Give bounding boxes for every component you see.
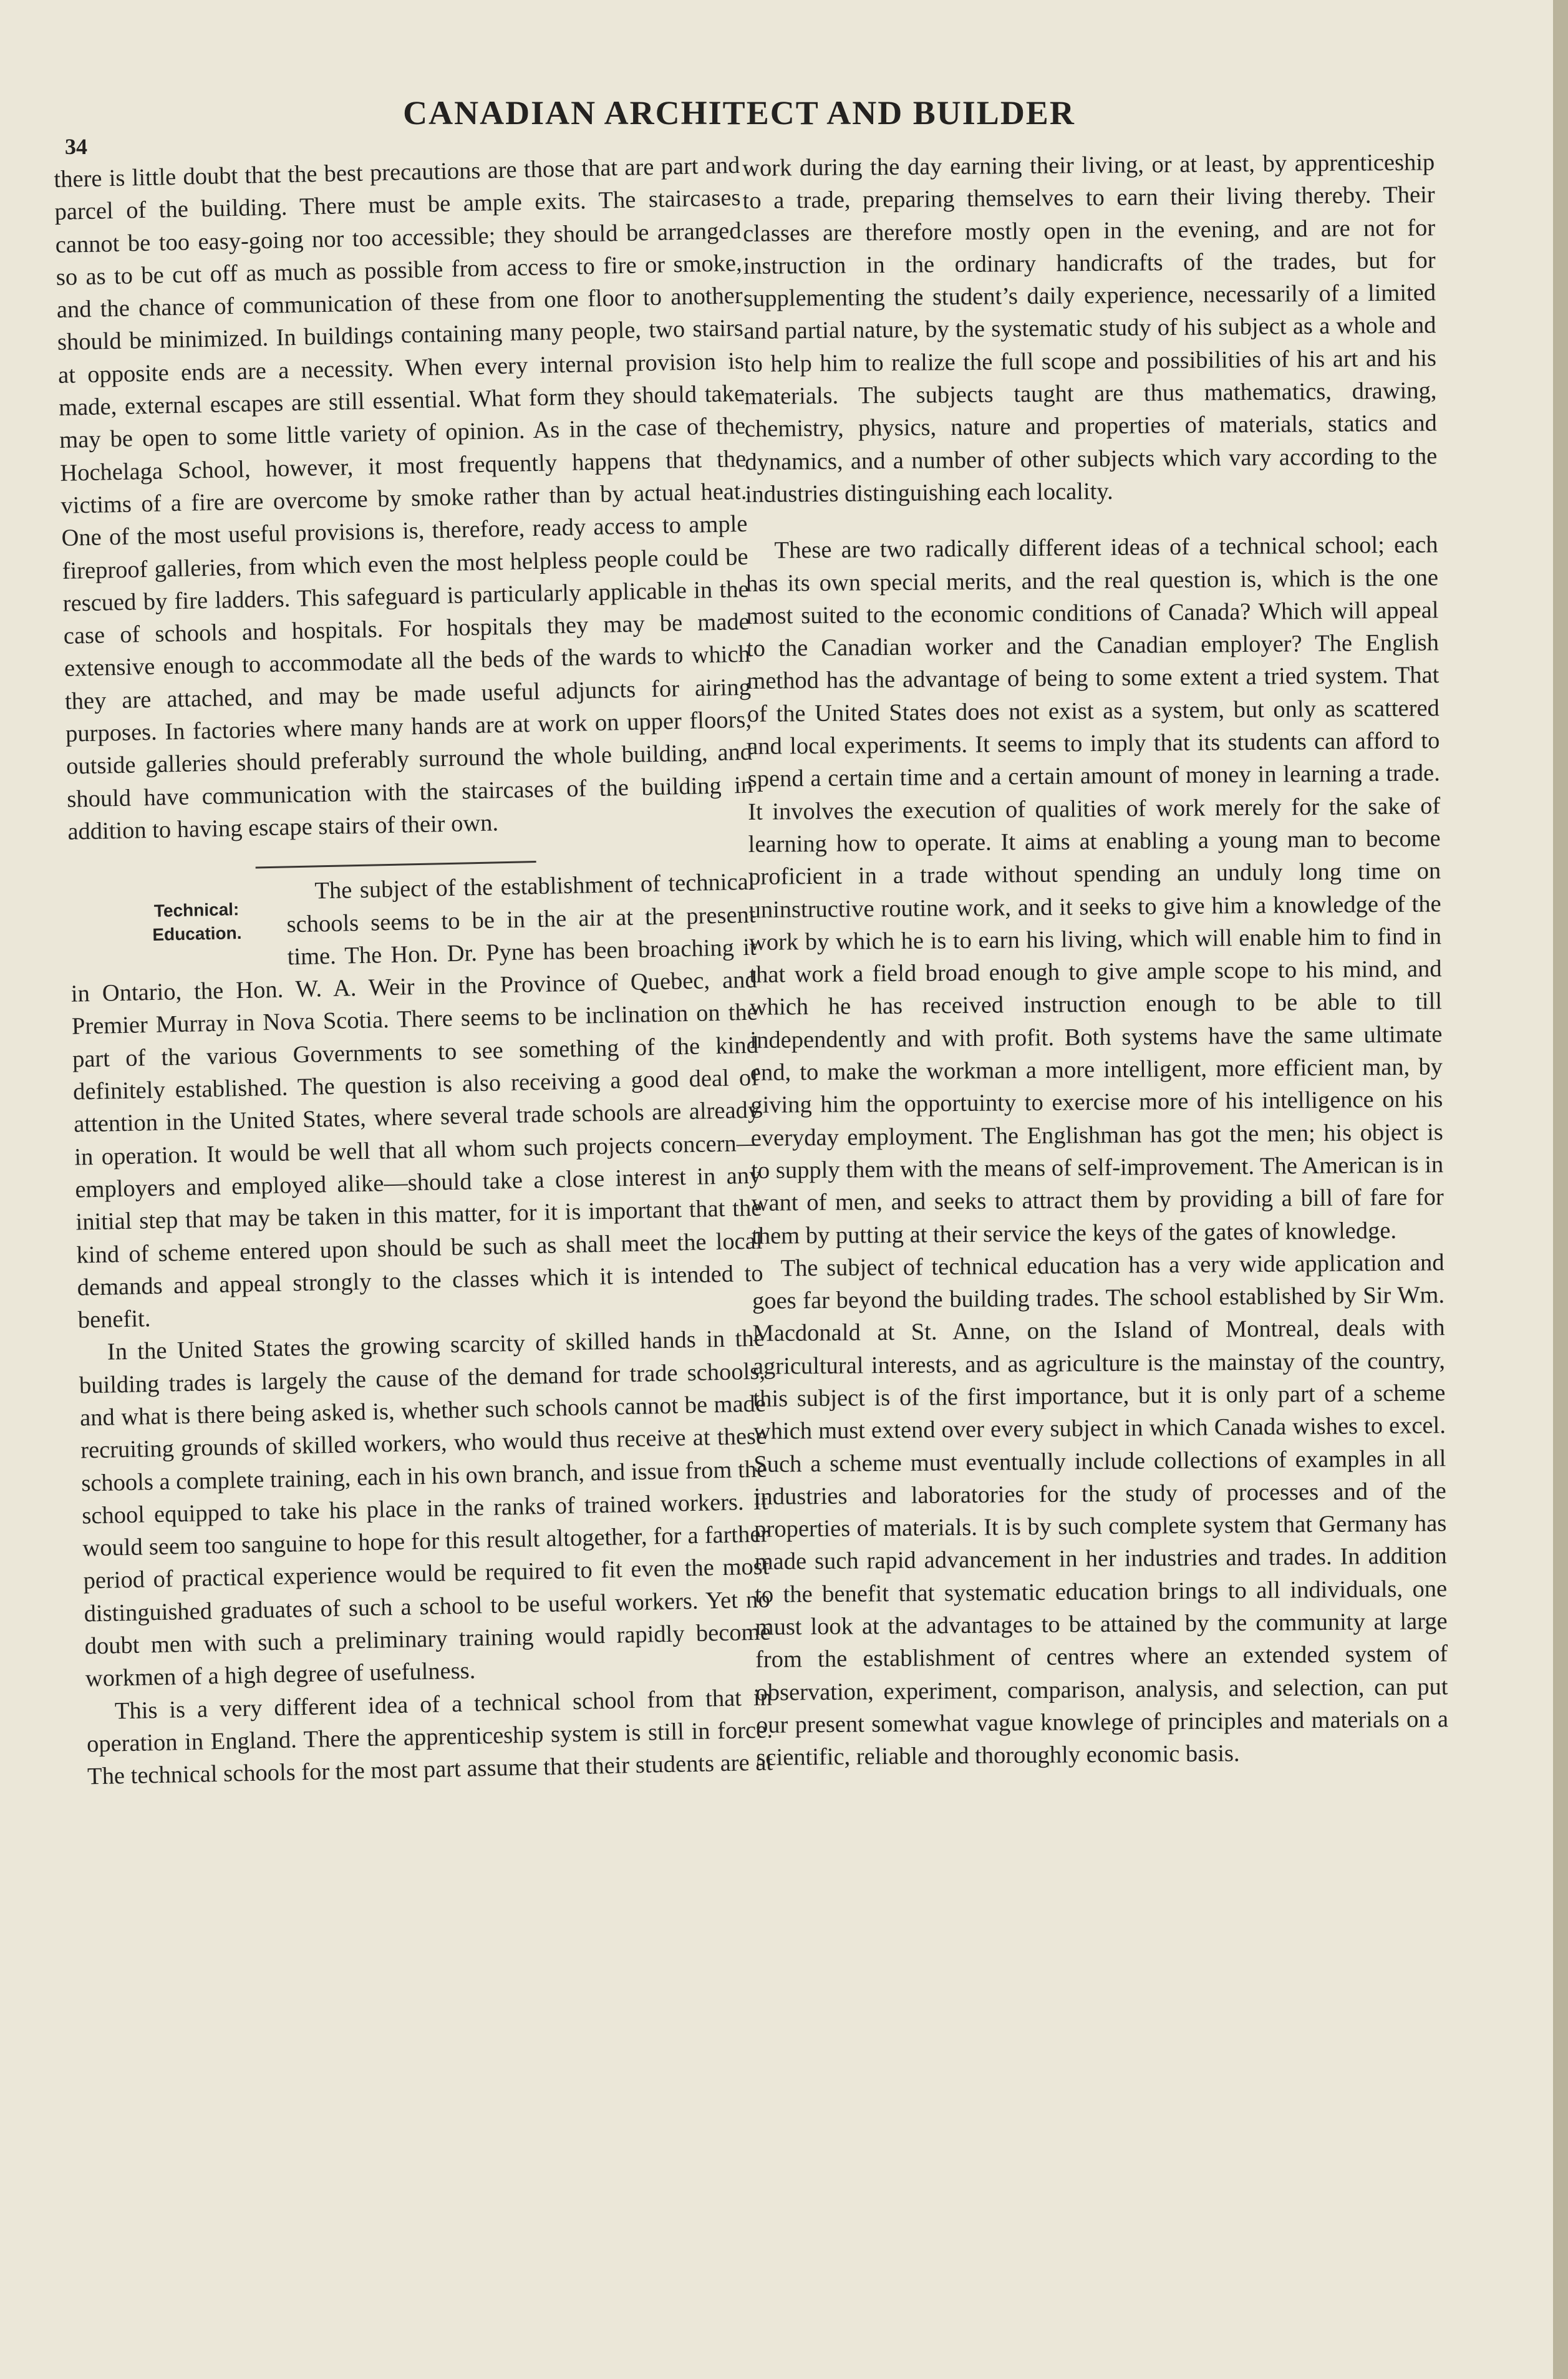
page-edge-shadow: [1553, 0, 1568, 2379]
page-number: 34: [65, 134, 87, 159]
paragraph-wide-application: The subject of technical education has a very wide application and goes far beyond the building trades. The school established by Sir Wm. Macdonald at St. Anne, on the Island of Montreal, deals with agricultural interests, and as agriculture is the mainstay of the country, this subject is of the first importance, but it is only part of a scheme which must extend over every subject in which Canada wishes to excel. Such a scheme must eventually include collections of examples in all industries and laboratories for the study of processes and of the properties of materials. It is by such complete system that Germany has made such rapid advancement in her industries and trades. In addition to the benefit that systematic education brings to all individuals, one must look at the advantages to be attained by the community at large from the establishment of centres where an extended system of observation, experiment, comparison, analysis, and selection, can put our present somewhat vague knowlege of principles and materials on a scientific, reliable and thoroughly economic basis.: [752, 1249, 1449, 1771]
paragraph-fire-precautions: there is little doubt that the best precautions are those that are part and parcel of the building. There must be ample exits. The staircases cannot be too easy-going nor too accessible; they should be arranged so as to be cut off as much as possible from access to fire or smoke, and the chance of communication of these from one floor to another should be minimized. In buildings containing many people, two stairs at opposite ends are a necessity. When every internal provision is made, external escapes are still essential. What form they should take may be open to some little variety of opinion. As in the case of the Hochelaga School, however, it most frequently happens that the victims of a fire are overcome by smoke rather than by actual heat. One of the most useful provisions is, therefore, ready access to ample fireproof galleries, from which even the most helpless people could be rescued by fire ladders. This safeguard is particularly applicable in the case of schools and hospitals. For hospitals they may be made extensive enough to accommodate all the beds of the wards to which they are attached, and may be made useful adjuncts for airing purposes. In factories where many hands are at work on upper floors, outside galleries should preferably surround the whole building, and should have communication with the staircases of the building in addition to having escape stairs of their own.: [54, 152, 753, 845]
paragraph-technical-schools-intro: The subject of the establishment of technical schools seems to be in the air at the present time. The Hon. Dr. Pyne has been broaching it in Ontario, the Hon. W. A. Weir in the Province of Quebec, and Premier Murray in Nova Scotia. There seems to be inclination on the part of the various Governments to see something of the kind definitely established. The question is also receiving a good deal of attention in the United States, where several trade schools are already in operation. It would be well that all whom such projects concern—employers and employed alike—should take a close interest in any initial step that may be taken in this matter, for it is important that the kind of scheme entered upon should be such as shall meet the local demands and appeal strongly to the classes which it is intended to benefit.: [70, 868, 763, 1334]
side-heading-technical-education: [122, 897, 273, 947]
masthead: CANADIAN ARCHITECT AND BUILDER: [403, 94, 1075, 132]
right-column: [742, 146, 1449, 1774]
paragraph-two-ideas: These are two radically different ideas of a technical school; each has its own special merits, and the real question is, which is the one most suited to the economic conditions of Canada? Which will appeal to the Canadian worker and the Canadian employer? The English method has the advantage of being to some extent a tried system. That of the United States does not exist as a system, but only as scattered and local experiments. It seems to imply that its students can afford to spend a certain time and a certain amount of money in learning a trade. It involves the execution of qualities of work merely for the sake of learning how to operate. It aims at enabling a young man to become proficient in a trade without spending an unduly long time on uninstructive routine work, and it seeks to give him a knowledge of the work by which he is to earn his living, which will enable him to find in that work a field broad enough to give ample scope to his mind, and which he has received instruction enough to be able to till independently and with profit. Both systems have the same ultimate end, to make the workman a more intelligent, more efficient man, by giving him the opportuinty to exercise more of his intelligence on his everyday employment. The Englishman has got the men; his object is to supply them with the means of self-improvement. The American is in want of men, and seeks to attract them by providing a bill of fare for them by putting at their service the keys of the gates of knowledge.: [745, 531, 1444, 1249]
side-heading-line-1: Technical:: [153, 899, 240, 921]
side-heading-line-2: Education.: [152, 923, 242, 945]
paragraph-england-comparison: This is a very different idea of a technical school from that in operation in England. There the apprenticeship system is still in force. The technical schools for the most part assume that their students are at: [86, 1684, 773, 1790]
paragraph-english-classes: work during the day earning their living, or at least, by apprenticeship to a trade, preparing themselves to earn their living thereby. Their classes are therefore mostly open in the evening, and are not for instruction in the ordinary handicrafts of the trades, but for supplementing the student’s daily experience, necessarily of a limited and partial nature, by the systematic study of his subject as a whole and to help him to realize the full scope and possibilities of his art and his materials. The subjects taught are thus mathematics, drawing, chemistry, physics, nature and properties of materials, statics and dynamics, and a number of other subjects which vary according to the industries distinguishing each locality.: [742, 149, 1438, 508]
section-divider: [256, 861, 536, 868]
paragraph-united-states-trade-schools: In the United States the growing scarcity of skilled hands in the building trades is largely the cause of the demand for trade schools, and what is there being asked is, whether such schools cannot be made recruiting grounds of skilled workers, who would thus receive at these schools a complete training, each in his own branch, and issue from the school equipped to take his place in the ranks of trained workers. It would seem too sanguine to hope for this result altogether, for a farther period of practical experience would be required to fit even the most distinguished graduates of such a school to be useful workers. Yet no doubt men with such a preliminary training would rapidly become workmen of a high degree of usefulness.: [79, 1325, 772, 1692]
left-column: [54, 149, 773, 1793]
